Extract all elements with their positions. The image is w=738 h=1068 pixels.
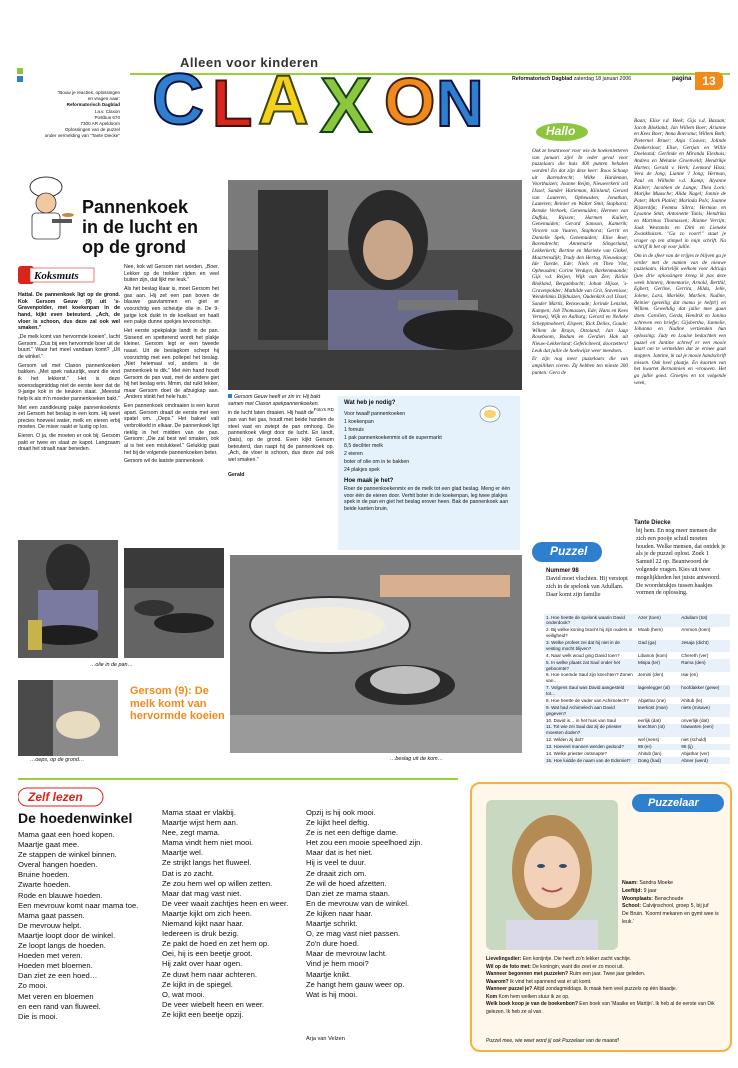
hallo-label: [532, 122, 592, 142]
ingredients-title: Wat heb je nodig?: [344, 400, 396, 406]
puzzelaar-answer: [486, 1001, 722, 1016]
author-gerald: Gerald: [228, 471, 245, 478]
photo-batter-bowl: [230, 555, 522, 753]
puzzel-question-row: [544, 652, 730, 659]
story-line: Mama gaat een hoed kopen.: [18, 830, 115, 839]
story-line: Rode en blauwe hoeden.: [18, 890, 103, 900]
puzzel-option: Abjathar (me): [638, 697, 666, 703]
puzzelaar-answer-text: Ik vind het spannend wat er uit komt.: [509, 978, 592, 985]
story-line: Hoeden met bloemen.: [18, 961, 93, 971]
story-line: Het zou een mooie speelhoed zijn.: [306, 838, 423, 848]
story-line: Mama vindt hem niet mooi.: [162, 838, 254, 848]
story-line: Maartje kijkt om zich heen.: [162, 908, 252, 918]
puzzel-question: 5. In welke plaats zat Saul onder het geboomte?: [544, 659, 636, 672]
page-number: 13: [702, 74, 716, 88]
zelf-lezen-text: Zelf lezen: [28, 790, 83, 804]
top-color-square-blue: [17, 76, 23, 82]
puzzelaar-answer: [486, 979, 722, 987]
story-line: Dan ziet ze een hoed…: [18, 971, 98, 981]
page-number-badge: [695, 72, 723, 90]
puzzel-question-row: [544, 672, 730, 685]
story-line: Ze stappen de winkel binnen.: [18, 850, 117, 860]
story-line: Hij zakt over haar ogen.: [162, 959, 243, 969]
story-line: Ze zou hem wel op willen zetten.: [162, 878, 273, 888]
masthead-subtitle: Alleen voor kinderen: [180, 55, 319, 70]
story-line: Maar de mevrouw lacht.: [306, 949, 388, 959]
puzzel-option: Gad (ga): [636, 640, 679, 653]
caption-square: [228, 394, 232, 398]
story-line: Opzij is hij ook mooi.: [306, 808, 376, 817]
puzzel-option: Abjathar (ver): [681, 750, 710, 756]
story-line: Maartje wel.: [162, 848, 203, 858]
puzzelaar-question: Lievelingsdier:: [486, 956, 523, 962]
story-line: Ze hangt hem gauw weer op.: [306, 979, 405, 989]
story-author: Arja van Velzen: [306, 1036, 345, 1042]
puzzelaar-label: [632, 792, 726, 814]
puzzelaar-title: Puzzelaar: [648, 797, 699, 809]
puzzel-questions: [544, 614, 730, 764]
story-col-2: [162, 808, 304, 1020]
story-line: Ze is net een deftige dame.: [306, 828, 399, 838]
zelf-lezen-label: [18, 786, 108, 808]
story-line: Maartje loopt door de winkel.: [18, 930, 116, 940]
puzzel-option: lagenlegger (al): [636, 685, 679, 698]
puzzel-question: 3. Welke profeet zei dat hij niet in de vesting mocht blijven?: [544, 640, 636, 653]
story-line: Hij is veel te duur.: [306, 858, 366, 868]
puzzel-question-row: [544, 685, 730, 698]
caption-beslag: …beslag uit de kom…: [390, 756, 444, 762]
puzzel-number: Nummer 98: [546, 568, 579, 574]
story-line: Ze draait zich om.: [306, 868, 367, 878]
story-line: Maartje knikt.: [306, 969, 352, 979]
puzzel-label: [532, 540, 612, 564]
puzzelaar-question: Waarom?: [486, 978, 510, 985]
puzzelaar-question: Welk boek koop je van de boekenbon?: [486, 1001, 580, 1007]
puzzel-question-row: [544, 717, 730, 724]
puzzel-option: Azer (toen): [636, 614, 679, 627]
puzzel-question: 14. Welke priester ontsnapte?: [546, 750, 607, 756]
puzzel-intro-2: bij hem. En nog meer mensen die zich een pooije schuil moeten houden. Welke mensen, dat ontdek je als je de puzzel oplost. Zoek 1 Samuël 22 op. Beantwoord de volgende vragen. Kies uit twee mogelijkheden het juiste antwoord. De woordstukjes tussen haakjes vormen de oplossing.: [636, 528, 726, 597]
puzzel-option: Ammon (toen): [681, 627, 711, 633]
recipe-col-1: Hattal. De pannenkoek ligt op de grond. Kok Gersom Geuw (9) uit 's-Gravenpolder, met koekenpan in de hand, kijkt even beteuterd. „Ach, de vloer is schoon, dus deze zal ook wel smaken.” „De melk komt van hervormde koeien”, lacht Gersom. „Dus bij een hervormde boer uit de buurt.” Waar het meel vandaan komt? „Uit de winkel.” Gersom wil met Claxon pannenkoeken bakken. „Met spek natuurlijk, want die vind ik het lekkerst.” Het is deze woensdagmiddag niet de eerste keer dat de 9-jarige kok in de keuken staat. „Meestal help ik als m'n moeder pannenkoeken bakt.” Met een zandkleurig pakje pannenkoekmix zet Gersom het beslag in een kom. Hij weet precies hoeveel water, melk en eieren erbij moeten. De mixer raakt er lustig op los. Eieren. O ja, die moeten er ook bij. Gersom pakt er twee en slaat ze kapot. Langzaam draait het straalt naar beneden.: [18, 292, 120, 453]
story-line: Ze kijkt een beetje opzij.: [162, 1009, 244, 1019]
ingredients-list: Voor twaalf pannenkoeken 1 koekenpan 1 fornuis 1 pak pannenkoekenmix uit de supermarkt 8,5 deciliter melk 2 eieren boter of olie om in te bakken 24 plakjes spek: [344, 410, 442, 474]
puzzel-question-row: [544, 704, 730, 717]
puzzel-question: 9. Wat had Achimelech aan David gegeven?: [544, 704, 636, 717]
puzzel-option: Chereth (ver): [681, 652, 709, 658]
photo-pancake-floor: [18, 680, 118, 756]
puzzelaar-question: Kom: [486, 993, 499, 1000]
masthead: [0, 0, 738, 140]
story-line: Ze loopt langs de hoeden.: [18, 941, 106, 951]
photo-oil-in-pan: [18, 540, 118, 658]
svg-text:N: N: [436, 66, 484, 140]
story-line: Ze kijkt in de spiegel.: [162, 979, 233, 989]
puzzel-question-row: [544, 744, 730, 751]
puzzel-question: 10. David is… in het huis van Saul: [546, 717, 616, 723]
puzzelaar-answer-text: Altijd zondagmiddags. Ik maak hem veel puzzels op één blaadje.: [533, 986, 678, 992]
puzzel-option: Doëg (had): [636, 757, 679, 764]
pull-quote: Gersom (9): De melk komt van hervormde koeien: [130, 685, 225, 723]
ingredients-icon: [478, 404, 508, 428]
puzzel-option: niets (misave): [679, 704, 730, 717]
story-line: Ze wil de hoed afzetten.: [306, 878, 387, 888]
puzzel-option: teerkost (man): [636, 704, 679, 717]
puzzel-question: 13. Hoeveel mannen werden gedood?: [544, 744, 636, 751]
puzzel-option: Ahitub (le): [681, 697, 703, 703]
story-col-1: [18, 830, 160, 1022]
story-line: Ze strijkt langs het fluweel.: [162, 858, 252, 868]
story-line: Oei, hij is een beetje groot.: [162, 949, 253, 959]
puzzel-table-wrap: [544, 614, 730, 764]
story-line: Een mevrouw komt naar mama toe.: [18, 900, 139, 910]
koksmuts-text: Koksmuts: [34, 270, 79, 282]
page-label: pagina: [672, 76, 692, 82]
puzzelaar-footer: Puzzel mee, wie weet word jij ook Puzzelaar van de maand!: [486, 1038, 619, 1044]
story-line: O, ze mag vast niet passen.: [306, 929, 401, 939]
puzzelaar-answer-text: Kom hem welken stuur ik ze op.: [498, 993, 570, 1000]
puzzelaar-answer-text: De koningin, want die zeet er zo mooi uit.: [532, 963, 624, 970]
svg-text:O: O: [384, 64, 436, 138]
puzzelaar-answer: [486, 994, 722, 1002]
puzzel-question: 1. Hoe heette de spelonk waarin David onderdook?: [544, 614, 636, 627]
puzzel-option: Jemini (den): [638, 672, 664, 678]
zelf-lezen-rule: [18, 778, 458, 780]
puzzel-option: Moab (hem): [638, 627, 663, 633]
story-line: De veer waait zachtjes heen en weer.: [162, 898, 289, 908]
svg-text:C: C: [152, 62, 204, 140]
puzzelaar-info: Naam: Sandra Moeke Leeftijd: 9 jaar Woonplaats: Benschoude School: Calvijnschool, groep 5, bij juf De Bruin. 'Koomt mekaren en gymt wee is leuk.': [622, 880, 719, 925]
story-line: Overal hangen hoeden.: [18, 860, 98, 870]
puzzel-question-row: [544, 724, 730, 737]
puzzelaar-answers: [486, 956, 722, 1016]
puzzel-question-row: [544, 757, 730, 764]
puzzel-question: 7. Volgens Saul was David aangesteld tot…: [544, 685, 636, 698]
story-line: Ze pakt de hoed en zet hem op.: [162, 939, 270, 949]
puzzel-question: 15. Hoe luidde de naam van de Edomiet?: [544, 757, 636, 764]
story-line: Met veren en bloemen: [18, 991, 94, 1001]
puzzel-option: onverlijk (dat): [681, 717, 709, 723]
story-line: En de mevrouw van de winkel.: [306, 898, 409, 908]
puzzel-option: knechten (ot): [636, 724, 679, 737]
story-line: Maartje gaat mee.: [18, 840, 80, 850]
puzzel-intro-1: David moet vluchten. Hij verstopt zich in de spelonk van Adullam. Daar komt zijn familie: [546, 576, 628, 598]
puzzel-option: wel (nens): [638, 737, 660, 743]
puzzel-option: eerlijk (dat): [638, 717, 661, 723]
svg-text:A: A: [258, 62, 309, 139]
puzzel-question: 4. Naar welk woud ging David toen?: [546, 652, 620, 658]
story-line: Die is mooi.: [18, 1011, 58, 1021]
story-line: Vind je hem mooi?: [306, 959, 369, 969]
puzzel-question: 11. Tot wie zei Saul dat zij de priester moesten doden?: [544, 724, 636, 737]
puzzel-question-row: [544, 750, 730, 757]
puzzelaar-answer: [486, 971, 722, 979]
story-line: Bruine hoeden.: [18, 870, 70, 880]
puzzel-question-row: [544, 737, 730, 744]
story-line: Hoeden met veren.: [18, 951, 83, 961]
puzzel-question: 8. Hoe heette de vader van Achimelech?: [546, 697, 629, 703]
masthead-paper: Reformatorisch Dagblad zaterdag 18 januari 2006: [512, 76, 632, 82]
story-line: Mama gaat passen.: [18, 910, 85, 920]
story-line: Wat is hij mooi.: [306, 989, 358, 999]
puzzelaar-answer-text: Ruim een jaar. Twee jaar geleden.: [569, 971, 646, 977]
hallo-col-2: Baan; Elise v.d. Beek; Gijs v.d. Bazaan; Jacob Blokland; Jan Willem Boer; Arianne en Kees Boer; Anna Boersma; Willem Both; Pieternel Bruer; Anja Couvez; Jolinde Donkersloot; Elise, Gertjan en Willie Doeleand; Gerlinde en Miranda Eleshuis; Andrea en Melanie Groenveld; Hendrikje Harten; Gerald v. Herk; Lennard Hissi; Vera de Jong; Lianne 'l Jong; Herman, Paul en Wilhelm v.d. Kamp; Alyanne Kuilert; Jacobien de Lange; Thea Lock; Marijke Muusche; Alida Nagel; Jannie de Pater; Mark Platiel; Marinda Pols; Joanne Rijsterdijk; Femma Siltra; Herman en Lysanne Smit; Antoinette Tanis; Hendrika en Martinus Thomassen; Rianne Verrijn; Jaak Westsmits en Dirk en Lieneke Zwankhuizen. "Ga zo voort!" staat je vrager op ten stimpel in mijn schrift. Na schrijf ik het op voor jullie. Om in de sfeer van de vrijjes te blijven ga je verder met de namen van de nieuwe puzzelaars. Hartelijk welkom voor Adriaja (juw drie oplossingen kreeg ik pas deze week binnen), Annemarie, Arnold, Berthil, Egbert, Gerline, Gerrita, Hilda, Jelle, Jolene, Lara, Mariëke, Marlien, Nadine, Reinier (gezellig dat mama je helpt!) en Willem. Gewelldig dat jullie mee gaan doen. Carolien, Gerda, Hendrik en Janina schreven een briefje; Gijsbertha, Jannelie, Johanna en Nadine vertienden hun oplossing; Judy en Louise bedachten een puzzel en Jantine schreef er een mooie kaart om te vermelden dat ze ermee gaat stoppen. Jantine, ik zal je mooie handschrift missen. Ook heel plaatje. En kaarten van het kwartet Bernannien en -vrouwen. Het ga jullie goed. Groetjes en tot volgende week,: [634, 118, 726, 386]
photo-caption: Gersom Geuw heeft er zin in: Hij bakt samen met Claxon spekpannenkoeken. Foto's RD: [228, 394, 334, 413]
puzzelaar-box: [470, 782, 732, 1052]
story-line: en een rand van fluweel.: [18, 1001, 101, 1011]
story-line: Maartje schrikt.: [306, 919, 358, 929]
photo-credit: Foto's RD: [313, 407, 334, 413]
puzzelaar-answer-text: Een konijntje. Die heeft zo'n lekker zacht vachtje.: [522, 956, 632, 962]
method-title: Hoe maak je het?: [344, 478, 394, 485]
puzzelaar-answer: [486, 964, 722, 972]
puzzel-question-row: [544, 614, 730, 627]
puzzelaar-question: Wanneer begonnen met puzzelen?: [486, 971, 570, 977]
ingredients-box: [338, 396, 520, 550]
puzzel-option: 85 (er): [636, 744, 679, 751]
story-line: Ze kijkt heel deftig.: [306, 818, 370, 828]
puzzel-option: niet (schuld): [681, 737, 707, 743]
story-line: De mevrouw helpt.: [18, 920, 82, 930]
method-text: Roer de pannenkoekenmix en de melk tot een glad beslag. Meng er één voor één de eieren door. Verhit boter in de koekenpan, leg twee plakjes spek in de pan en giet het beslag erover heen. Bak de pannenkoek aan beide kanten bruin.: [344, 485, 511, 512]
story-title: De hoedenwinkel: [18, 810, 133, 826]
top-color-square-green: [17, 68, 23, 74]
svg-text:X: X: [320, 62, 373, 142]
puzzel-question-row: [544, 640, 730, 653]
puzzelaar-question: Wil op de foto met:: [486, 963, 533, 970]
puzzel-question: 12. Wilden zij dat?: [546, 737, 584, 743]
puzzel-option: Rama (den): [679, 659, 730, 672]
story-col-3: [306, 808, 456, 1000]
story-line: Dat is zo zacht.: [162, 868, 214, 878]
recipe-col-2: Nee, kok wil Gersom niet worden. „Boer. Lekker op de trekker rijden en veel buiten zijn, dat lijkt me leuk.” Als het beslag klaar is, moet Gersom het gas aan. Hij zet een pan boven de blauwe gasvlammen en giet er voorzichtig een scheutje olie in. De 9-jarige kok duikt in de koelkast en haalt een pakje dunne spekjes tevoorschijn. Het eerste spekplakje landt in de pan. Sissend en spetterend wordt het plakje kleiner. Gersom legt er een tweede naast. Uit de beslagkom schept hij voorzichtig met een pollepel het beslag. „Niet helemaal vol, anders is de pannenkoek te dik.” Met één hand houdt Gersom de pan vast, met de andere giet hij het beslag erin. Mmm, dat ruikt lekker, maar Gersom doet de afzuigkap aan. „Anders stinkt het hele huis.” Een pannenkoek omdraaien is een kunst apart. Gersom draait de eerste met een spatel om. „Oeps.” Het bakvel valt verbrokkeld in elkaar. De pannenkoek ligt rieklig in het midden van de pan. Gersom: „Die zal best wel smaken, ook al is het een mislukkeel.” Gelukkig gaat het bij de volgende pannenkoeken beter. Gersom wil de laatste pannenkoek: [124, 264, 219, 465]
puzzel-title: Puzzel: [550, 544, 588, 558]
puzzel-option: Jesaja (dicht): [679, 640, 730, 653]
story-line: Zo mooi.: [18, 981, 48, 991]
puzzel-option: Abner (werd): [679, 757, 730, 764]
puzzel-option: trawanten (een): [679, 724, 730, 737]
claxon-logo: [140, 62, 500, 142]
puzzel-option: Adullam (tot): [679, 614, 730, 627]
hallo-col-1: Ook ze beantwoor voor wie de hoekenletteren van januari zijn! In ieder geval voor puzzelaars die huis 400 punten behalen worden! En dat zijn deze keer: Roos Schaap uit Barendrecht; Wilke Hardeman, Voorthuizen; Joanne Reijm, Nieuwerkerk a/d IJssel; Sander Harleman, Klinland; Gerard van Lauteren, Opheusden; Jonathan, Lauteren; Reinier en Walter Smit, Stapharst; Renske Verhoek, Genemuiden; Hermen van Duffuis, Rijssen; Harmen Kuilert, Genemuiden; Gerard Samson, Kamerik; Vincent van Vuuren, Staphorst; Gerrit en Danielle Spek, Genemuiden; Elise Boer, Barendrecht; Annemarie Slingerland, Lekkerkerk; Bertine en Marieke van Ginkel, Maartensdijk; Trudy den Hertog, Nieuwkoop; Ide Tuerde, Ede; Niels en Theo Vlot, Opheusden; Corine Verduyn, Barkenmaande; Gijs v.d. Reijen, Wijk aan Zee; Rickie Blokland, Bergambacht; Johan Hijsse, 's-Gravenpolder; Mathilde van Grit, Stavenisse; Wendelinka Dijkhuizen, Oudenkirk a/d IJssel; Sander Martis, Renswoude; Jorinde Lenzink, Kampen; Job Thomassen, Ede; Hans en Kees Vermeij, Wijk en Aalburg; Gerard en Nelleke Scheppmoboerl, Elspeet; Rick Deiles, Goude; Willem de Bruyn, Ottoland; Jan Jaap Roseboom, Bodum en Gerdien Hak uit Nieuw-Lekkerland; Gefeliciteerd, doorzetters! Leuk dat jullie de hoekwijze weer meedoen. Er zijn nog meer puzzelaars die van ampilliken vieren. Zij hebben ten minste 200 punten: Gera de: [532, 148, 628, 376]
puzzel-question: 2. Bij welke koning bracht hij zijn ouders in veiligheid?: [546, 627, 633, 639]
puzzelaar-answer: [486, 956, 722, 964]
story-line: Niemand kijkt naar haar.: [162, 919, 244, 929]
puzzelaar-photo: [486, 800, 618, 950]
caption-oil: …olie in de pan…: [90, 662, 133, 668]
address-block: "Bouw je reacties, oplossingen en vragen naar: Reformatorisch Dagblad t.a.v. Claxon Postbus 670 7300 AR Apeldoorn Oplossingen van de puzzel onder vermelding van "Tante Diecke": [44, 90, 120, 139]
puzzelaar-answer-text: Een boek van 'Maaike en Martijn'. Ik heb al de eerste van Dik gelezen. Ik heb ze al van.: [486, 1001, 715, 1015]
puzzel-option: Mispa (ter): [636, 659, 679, 672]
hallo-title: Hallo: [546, 124, 576, 138]
recipe-col-3: Gersom Geuw heeft er zin in: Hij bakt samen met Claxon spekpannenkoeken. Foto's RD in de lucht laten draaien. Hij haalt de pan van het gas, houdt met beide handen de steel vast en zwiept de pan omhoog. De pannenkoek vliegt door de lucht. En landt, (bats), op de grond. Even kijkt Gersom beteuterd, dan raapt hij de pannenkoek op. „Ach, de vloer is schoon, dus deze zal ook wel smaken.” Gerald: [228, 394, 334, 478]
story-line: De veer wiebelt heen en weer.: [162, 999, 265, 1009]
chef-illustration: [20, 175, 75, 245]
story-line: O, wat mooi.: [162, 989, 205, 999]
story-line: Nee, zegt mama.: [162, 828, 220, 838]
story-line: Maar dat mag vast niet.: [162, 888, 242, 898]
svg-text:L: L: [212, 66, 253, 140]
puzzelaar-question: Wanneer puzzel je?: [486, 986, 534, 992]
puzzel-question-row: [544, 659, 730, 672]
koksmuts-label: [18, 264, 98, 286]
story-line: Maartje wijst hem aan.: [162, 818, 238, 828]
puzzel-option: Libanon (kom): [638, 652, 668, 658]
puzzel-option: Isai (en): [681, 672, 698, 678]
photo-boy-cooking: [124, 548, 224, 658]
recipe-title: Pannenkoek in de lucht en op de grond: [82, 197, 199, 257]
story-line: Dan ziet ze mama staan.: [306, 888, 390, 898]
puzzel-question: 6. Hoe noemde Saul zijn knechten? Zonen van…: [546, 672, 633, 684]
puzzel-option: Ahitub (lan): [638, 750, 662, 756]
story-line: Maar dat is het niet.: [306, 848, 373, 858]
hallo-signature: Tante Diecke: [634, 520, 671, 526]
story-line: Zwarte hoeden.: [18, 880, 71, 890]
story-line: Zo'n dure hoed.: [306, 939, 359, 949]
photo-boy-frying: [228, 180, 522, 390]
puzzelaar-answer: [486, 986, 722, 994]
story-line: Mama staat er vlakbij.: [162, 808, 236, 817]
puzzel-option: hoofdakker (gewe): [679, 685, 730, 698]
puzzel-question-row: [544, 627, 730, 640]
story-line: Iedereen is druk bezig.: [162, 929, 239, 939]
puzzel-question-row: [544, 697, 730, 704]
caption-oeps: …oeps, op de grond…: [30, 757, 85, 763]
puzzel-option: 95 (ij): [679, 744, 730, 751]
story-line: Ze duwt hem naar achteren.: [162, 969, 257, 979]
story-line: Ze kijken naar haar.: [306, 908, 373, 918]
